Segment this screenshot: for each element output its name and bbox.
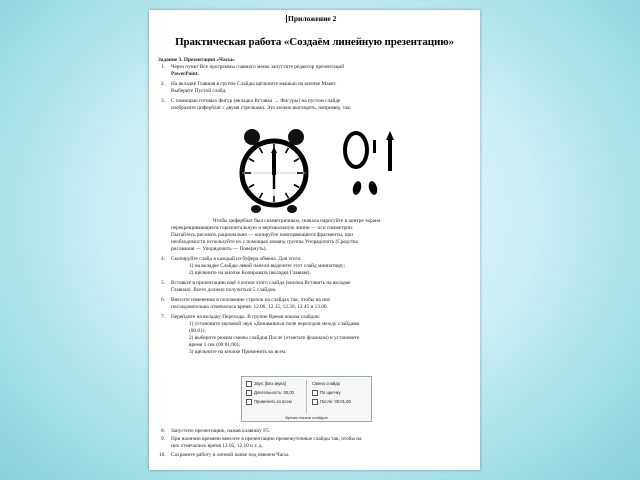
item-2-line-1: На вкладке Главная в группе Слайды щёлкните мышью на кнопке Макет. — [171, 81, 337, 87]
item-number: 7. — [161, 314, 165, 320]
appendix-text: Приложение 2 — [288, 14, 337, 23]
item-3-line-1: С помощью готовых фигур (вкладка Вставка → Фигуры) на пустом слайде — [171, 98, 341, 104]
clock-icon — [234, 125, 314, 215]
item-number: 9. — [161, 436, 165, 442]
item-7-line-1: Перейдите на вкладку Переходы. В группе Время показа слайдов: — [171, 314, 321, 320]
item-5-line-1: Вставьте в презентацию ещё 4 копии этого слайда (кнопка Вставить на вкладке — [171, 280, 351, 286]
item-2-line-2: Выберите Пустой слайд. — [171, 88, 227, 94]
item-10-line-1: Сохраните работу в личной папке под именем Часы. — [171, 452, 290, 458]
item-9-line-2: них отмечались время 12.05, 12.10 и т. д. — [171, 443, 263, 449]
para-line: Чтобы циферблат был симметричным, сначала нарисуйте в центре экрана — [213, 218, 381, 224]
item-9-line-1: При наличии времени внесите в презентацию промежуточные слайды так, чтобы на — [171, 436, 362, 442]
item-7-sub-1a: 1) установите звуковой звук «Динамики»в поле переходов между слайдами — [189, 321, 360, 327]
checkbox-icon — [312, 399, 318, 405]
ribbon-sound-row — [246, 381, 286, 387]
item-5-line-2: Главная). Всего должно получиться 5 слайдов. — [171, 287, 277, 293]
checkbox-icon — [312, 390, 318, 396]
ribbon-apply-row — [246, 399, 292, 405]
item-7-sub-2a: 2) выберите режим смены слайдов После (отметьте флажком) и установите — [189, 335, 360, 341]
item-number: 10. — [159, 452, 166, 458]
item-number: 1. — [161, 64, 165, 70]
item-6-line-1: Внесите изменения в положение стрелок на слайдах так, чтобы на них — [171, 297, 331, 303]
item-8-line-1: Запустите презентацию, нажав клавишу F5. — [171, 428, 270, 434]
document-page — [149, 10, 480, 470]
ribbon-screenshot — [241, 376, 372, 422]
shapes-icon — [343, 128, 413, 208]
item-4-sub-2: 2) щёлкните на кнопке Копировать (вкладка Главная). — [189, 270, 311, 276]
para-line: перекрещивающиеся горизонтальную и вертикальную линии — оси симметрии. — [171, 225, 354, 231]
item-number: 6. — [161, 297, 165, 303]
ribbon-apply-label: Применить ко всем — [254, 399, 292, 405]
item-1-line-2: PowerPoint. — [171, 71, 199, 77]
ribbon-advance-heading: Смена слайда — [312, 381, 341, 386]
item-number: 2. — [161, 81, 165, 87]
item-1-line-1: Через пункт Все программы главного меню запустите редактор презентаций — [171, 64, 345, 70]
clock-illustration — [234, 125, 314, 215]
ribbon-on-click-row — [312, 390, 341, 396]
appendix-label — [286, 14, 336, 23]
item-3-line-2: изобразите циферблат с двумя стрелками. Это можно выглядеть, например, так: — [171, 105, 352, 111]
item-number: 5. — [161, 280, 165, 286]
para-line: рисования — Упорядочить — Повернуть). — [171, 246, 267, 252]
text-cursor — [286, 15, 287, 23]
item-number: 3. — [161, 98, 165, 104]
item-number: 8. — [161, 428, 165, 434]
ribbon-sound-label: Звук: [Без звука] — [254, 381, 286, 387]
item-7-sub-3: 3) щёлкните на кнопке Применить ко всем. — [189, 349, 287, 355]
item-4-sub-1: 1) на вкладке Слайды левой панели выделите этот слайд миниатюру; — [189, 263, 345, 269]
item-7-sub-2b: время 1 сек (00:01,00); — [189, 342, 240, 348]
sound-icon — [246, 381, 252, 387]
ribbon-duration-row — [246, 390, 294, 396]
item-number: 4. — [161, 256, 165, 262]
ribbon-on-click-label: По щелчку — [320, 390, 341, 396]
para-line: необходимости используйте их с помощью команд группы Упорядочить (Средства — [171, 239, 358, 245]
ribbon-after-row — [312, 399, 351, 405]
item-7-sub-1b: (00.01); — [189, 328, 206, 334]
ribbon-group-name: Время показа слайдов — [285, 415, 328, 420]
para-line: Пытайтесь рисовать рационально — копируйте повторяющиеся фрагменты, при — [171, 232, 353, 238]
ribbon-separator — [306, 380, 307, 413]
ribbon-duration-label: Длительность: 00,00 — [254, 390, 294, 396]
shapes-illustration — [343, 128, 413, 208]
ribbon-after-label: После: 00:01,00 — [320, 399, 351, 405]
item-6-line-2: последовательно отмечалось время: 12.00, 12.15, 12.30, 12.45 и 13.00. — [171, 304, 328, 310]
task-heading: Задание 3. Презентация «Часы» — [158, 57, 235, 63]
item-4-line-1: Скопируйте слайд в каждый из буфера обмена. Для этого: — [171, 256, 302, 262]
page-title: Практическая работа «Создаём линейную презентацию» — [175, 36, 454, 48]
apply-all-icon — [246, 399, 252, 405]
clock-small-icon — [246, 390, 252, 396]
